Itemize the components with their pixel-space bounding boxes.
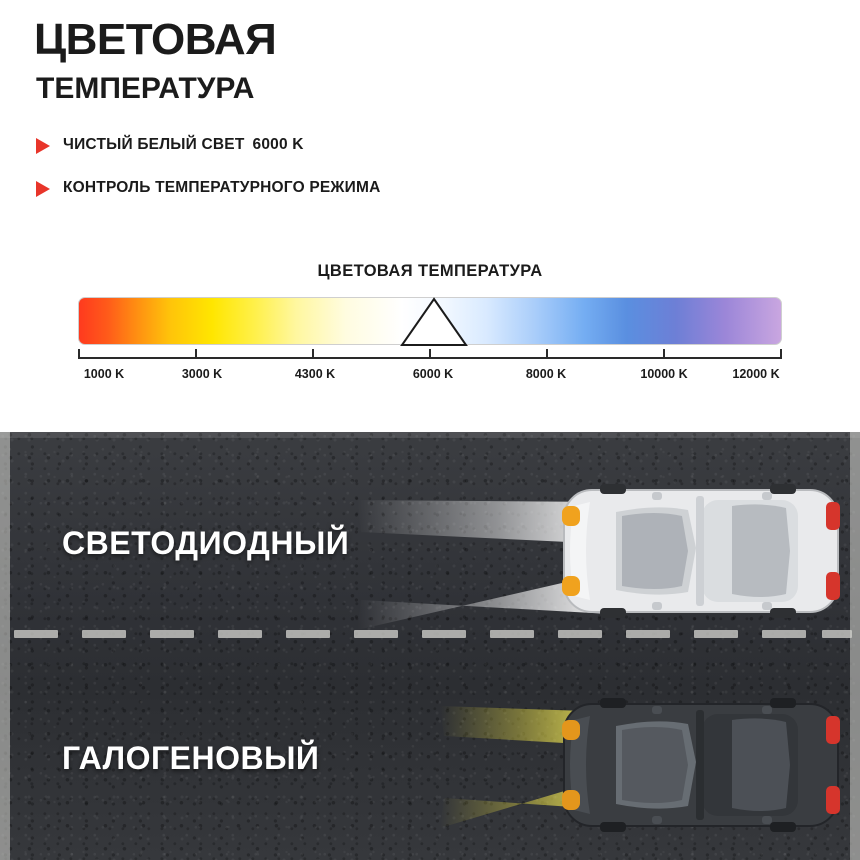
lane-dash — [762, 630, 806, 638]
feature-value-1: 6000 K — [252, 136, 304, 153]
color-temperature-scale — [0, 262, 860, 379]
car-halogen — [556, 690, 846, 840]
lane-dash — [150, 630, 194, 638]
lane-dash — [822, 630, 852, 638]
axis-tick — [312, 349, 314, 359]
scale-axis — [78, 345, 782, 379]
road-top-edge — [0, 432, 860, 438]
road-comparison-section — [0, 432, 860, 860]
scale-marker-triangle-icon — [394, 295, 474, 347]
page-title: ЦВЕТОВАЯ — [34, 15, 277, 64]
axis-tick-label: 8000 K — [525, 367, 567, 381]
axis-tick-label: 10000 K — [640, 367, 688, 381]
gradient-bar-holder — [78, 297, 782, 345]
axis-tick-label: 6000 K — [412, 367, 454, 381]
axis-tick-label: 12000 K — [732, 367, 780, 381]
lane-dash — [286, 630, 330, 638]
label-halogen: ГАЛОГЕНОВЫЙ — [62, 740, 320, 776]
scale-title: ЦВЕТОВАЯ ТЕМПЕРАТУРА — [317, 262, 543, 280]
axis-tick — [78, 349, 80, 359]
feature-text-1: ЧИСТЫЙ БЕЛЫЙ СВЕТ 6000 K — [63, 136, 304, 153]
list-item — [36, 135, 456, 156]
page-subtitle: ТЕМПЕРАТУРА — [36, 72, 255, 105]
lane-dash — [218, 630, 262, 638]
axis-tick-label: 1000 K — [83, 367, 125, 381]
axis-tick — [663, 349, 665, 359]
car-led — [556, 476, 846, 626]
axis-tick — [429, 349, 431, 359]
lane-dash — [14, 630, 58, 638]
triangle-bullet-icon — [36, 138, 50, 154]
triangle-bullet-icon — [36, 181, 50, 197]
axis-tick-label: 3000 K — [181, 367, 223, 381]
road-side-line-right — [850, 432, 860, 860]
lane-dash — [626, 630, 670, 638]
road-side-line-left — [0, 432, 10, 860]
label-led: СВЕТОДИОДНЫЙ — [62, 525, 350, 561]
axis-tick-label: 4300 K — [294, 367, 336, 381]
feature-text-2: КОНТРОЛЬ ТЕМПЕРАТУРНОГО РЕЖИМА — [63, 178, 381, 196]
axis-tick — [780, 349, 782, 359]
lane-dash — [694, 630, 738, 638]
lane-dash — [82, 630, 126, 638]
feature-list — [36, 135, 456, 220]
axis-tick — [546, 349, 548, 359]
list-item — [36, 178, 456, 199]
axis-tick — [195, 349, 197, 359]
